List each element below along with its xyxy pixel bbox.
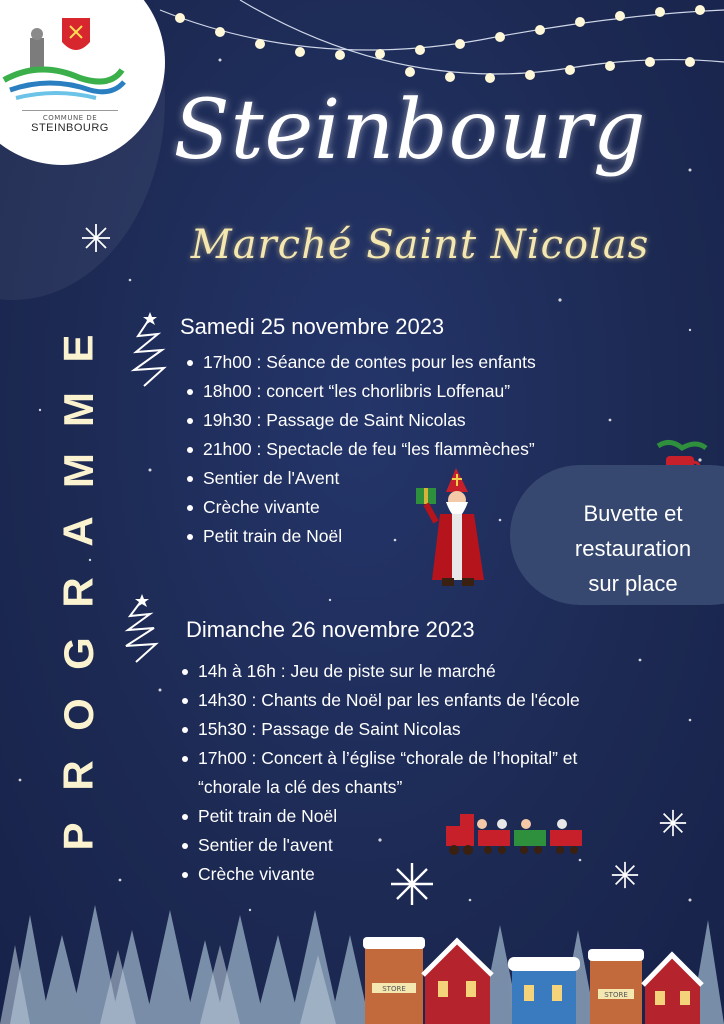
- snowflake-icon: [658, 808, 688, 838]
- list-item: 15h30 : Passage de Saint Nicolas: [180, 715, 580, 744]
- programme-letter: E: [54, 334, 102, 363]
- store-sign: STORE: [382, 985, 406, 993]
- christmas-tree-icon: [128, 312, 170, 390]
- page-subtitle: Marché Saint Nicolas: [190, 222, 650, 268]
- list-item: 17h00 : Concert à l’église “chorale de l’hopital” et: [180, 744, 580, 773]
- list-item: 17h00 : Séance de contes pour les enfants: [185, 348, 536, 377]
- programme-letter: G: [54, 637, 102, 670]
- list-item: 18h00 : concert “les chorlibris Loffenau”: [185, 377, 536, 406]
- buvette-info: [548, 496, 718, 601]
- list-item: 14h à 16h : Jeu de piste sur le marché: [180, 657, 580, 686]
- list-item-continuation: “chorale la clé des chants”: [198, 777, 403, 797]
- programme-letter: R: [54, 760, 102, 791]
- list-item: Crèche vivante: [185, 493, 536, 522]
- sunday-heading: Dimanche 26 novembre 2023: [186, 617, 475, 642]
- list-item: Crèche vivante: [180, 860, 580, 889]
- snowy-village-illustration: [0, 895, 724, 1024]
- list-item: 14h30 : Chants de Noël par les enfants de l'école: [180, 686, 580, 715]
- saturday-heading: Samedi 25 novembre 2023: [180, 314, 445, 339]
- programme-letter: O: [54, 698, 102, 731]
- list-item: 19h30 : Passage de Saint Nicolas: [185, 406, 536, 435]
- logo-commune-name: STEINBOURG: [31, 122, 109, 134]
- programme-letter: A: [54, 516, 102, 547]
- programme-vertical-label: [48, 318, 108, 867]
- programme-letter: M: [54, 392, 102, 427]
- list-item: Petit train de Noël: [185, 522, 536, 551]
- store-sign: STORE: [604, 991, 628, 999]
- snowflake-icon: [610, 860, 640, 890]
- list-item: Petit train de Noël: [180, 802, 580, 831]
- christmas-tree-icon: [120, 594, 162, 666]
- list-item: Sentier de l'avent: [180, 831, 580, 860]
- list-item: Sentier de l'Avent: [185, 464, 536, 493]
- snowflake-icon: [80, 222, 112, 254]
- buvette-line: Buvette et: [583, 501, 683, 526]
- buvette-line: sur place: [588, 571, 678, 596]
- programme-letter: M: [54, 453, 102, 488]
- programme-letter: R: [54, 577, 102, 608]
- list-item: 21h00 : Spectacle de feu “les flammèches”: [185, 435, 536, 464]
- saint-nicolas-figure: [412, 466, 492, 592]
- logo-commune-label: COMMUNE DE: [42, 114, 98, 122]
- buvette-line: restauration: [574, 536, 692, 561]
- page-title: Steinbourg: [173, 83, 647, 178]
- programme-letter: P: [54, 822, 102, 851]
- christmas-train-icon: [442, 808, 592, 858]
